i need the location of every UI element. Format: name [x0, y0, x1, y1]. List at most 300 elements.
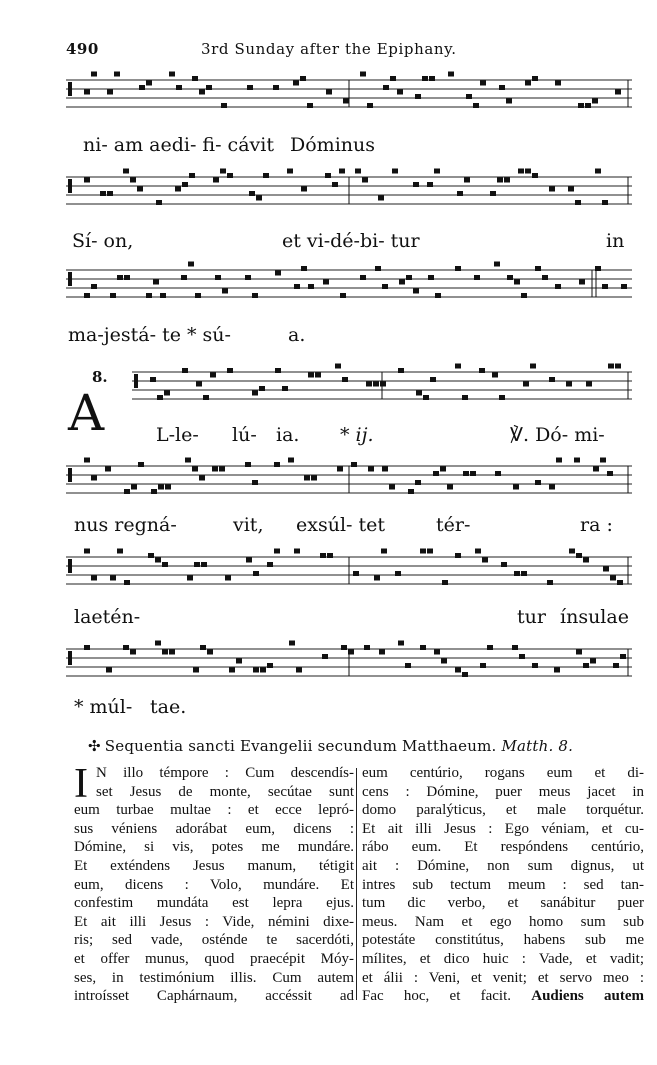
- neume: [288, 458, 294, 463]
- gospel-reference: Matth. 8.: [501, 737, 574, 755]
- neume: [390, 76, 396, 81]
- neume: [252, 391, 258, 396]
- neume: [194, 562, 200, 567]
- text-line: mílites, et dico huic : Vade, et vadit;: [362, 950, 644, 967]
- neume: [441, 659, 447, 664]
- neume: [532, 76, 538, 81]
- neume: [554, 668, 560, 673]
- neume: [603, 567, 609, 572]
- neume: [506, 99, 512, 104]
- neume: [169, 72, 175, 77]
- neume: [148, 553, 154, 558]
- text-column-left: [74, 761, 354, 1006]
- neume: [252, 480, 258, 485]
- neume: [245, 275, 251, 280]
- neume: [405, 663, 411, 668]
- neume: [373, 382, 379, 387]
- neume: [480, 663, 486, 668]
- neume: [608, 364, 614, 369]
- lyric-syllable: ínsulae: [560, 606, 629, 628]
- neume: [415, 94, 421, 99]
- neume: [236, 659, 242, 664]
- neume: [532, 173, 538, 178]
- neume: [146, 81, 152, 86]
- neume: [455, 553, 461, 558]
- neume: [420, 645, 426, 650]
- lyric-syllable: [340, 424, 374, 446]
- neume: [427, 549, 433, 554]
- neume: [156, 200, 162, 205]
- neume: [525, 81, 531, 86]
- neume: [340, 293, 346, 298]
- neume: [323, 280, 329, 285]
- text-line: et offer munus, quod praecépit Móy-: [74, 950, 354, 967]
- neume: [304, 476, 310, 481]
- chant-staff-6: [66, 545, 632, 605]
- chant-staff-1: [66, 68, 632, 128]
- neume: [169, 650, 175, 655]
- page-title: 3rd Sunday after the Epiphany.: [201, 40, 457, 58]
- neume: [256, 196, 262, 201]
- neume: [160, 293, 166, 298]
- neume: [457, 191, 463, 196]
- lyric-syllable: exsúl- tet: [296, 514, 385, 536]
- text-line: confestim mundáta est lepra ejus.: [74, 895, 354, 912]
- lyric-syllable: nus regná-: [74, 514, 177, 536]
- neume: [592, 99, 598, 104]
- neume: [327, 553, 333, 558]
- neume: [433, 471, 439, 476]
- neume: [607, 471, 613, 476]
- neume: [525, 169, 531, 174]
- neume: [343, 99, 349, 104]
- neume: [326, 90, 332, 95]
- lyric-repeat: * ij.: [340, 424, 374, 446]
- clef-mark: [68, 179, 72, 193]
- neume: [222, 289, 228, 294]
- neume: [430, 377, 436, 382]
- clef-mark: [68, 559, 72, 573]
- lyric-syllable: * múl-: [74, 696, 133, 718]
- neume: [397, 90, 403, 95]
- neume: [579, 280, 585, 285]
- neume: [157, 395, 163, 400]
- neume: [490, 191, 496, 196]
- neume: [227, 368, 233, 373]
- cross-icon: ✣: [88, 737, 101, 755]
- neume: [383, 85, 389, 90]
- neume: [263, 173, 269, 178]
- neume: [341, 645, 347, 650]
- neume: [455, 668, 461, 673]
- neume: [229, 668, 235, 673]
- neume: [315, 373, 321, 378]
- text-bold: Audiens autem: [531, 988, 644, 1005]
- neume: [535, 480, 541, 485]
- neume: [499, 395, 505, 400]
- text-line: cens : Dómine, puer meus jacet in: [362, 783, 644, 800]
- neume: [300, 76, 306, 81]
- text-line: Et ait illi Jesus : Vide, némini dixe-: [74, 913, 354, 930]
- neume: [84, 178, 90, 183]
- neume: [165, 485, 171, 490]
- neume: [378, 196, 384, 201]
- neume: [487, 645, 493, 650]
- text-plain: Fac hoc, et facit.: [362, 988, 511, 1005]
- neume: [137, 187, 143, 192]
- neume: [613, 663, 619, 668]
- neume: [578, 103, 584, 108]
- neume: [311, 476, 317, 481]
- lyric-syllable: tur: [517, 606, 546, 628]
- neume: [342, 377, 348, 382]
- neume: [176, 85, 182, 90]
- neume: [448, 72, 454, 77]
- neume: [479, 368, 485, 373]
- neume: [413, 289, 419, 294]
- page-number: 490: [66, 40, 99, 58]
- text-line: domo paralýticus, et male torquétur.: [362, 802, 644, 819]
- chant-staff-4: [132, 360, 632, 420]
- neume: [575, 200, 581, 205]
- neume: [84, 549, 90, 554]
- text-line: Dómine, si vis, potes me mundáre.: [74, 839, 354, 856]
- neume: [555, 284, 561, 289]
- staff-svg: [66, 68, 632, 128]
- neume: [585, 103, 591, 108]
- neume: [422, 76, 428, 81]
- text-line: Et ait illi Jesus : Ego véniam, et cu-: [362, 820, 644, 837]
- text-column-right: [362, 764, 644, 1006]
- neume: [427, 182, 433, 187]
- page-header: [66, 40, 646, 62]
- neume: [434, 650, 440, 655]
- neume: [199, 90, 205, 95]
- neume: [155, 558, 161, 563]
- neume: [301, 266, 307, 271]
- neume: [189, 173, 195, 178]
- alleluia-initial: A: [68, 384, 105, 442]
- neume: [192, 467, 198, 472]
- text-line: meus. Nam et ego homo sum sub: [362, 913, 644, 930]
- neume: [466, 94, 472, 99]
- neume: [521, 571, 527, 576]
- lyric-syllable: et vi-dé-bi- tur: [282, 230, 420, 252]
- neume: [413, 182, 419, 187]
- neume: [447, 485, 453, 490]
- neume: [420, 549, 426, 554]
- neume: [282, 386, 288, 391]
- lyric-syllable: vit,: [233, 514, 264, 536]
- lyric-syllable: ni- am aedi- fi- cávit: [83, 134, 274, 156]
- neume: [84, 645, 90, 650]
- neume: [91, 476, 97, 481]
- neume: [576, 553, 582, 558]
- neume: [195, 293, 201, 298]
- neume: [219, 467, 225, 472]
- neume: [574, 458, 580, 463]
- neume: [542, 275, 548, 280]
- text-line: ait : Dómine, non sum dignus, ut: [362, 857, 644, 874]
- neume: [124, 489, 130, 494]
- neume: [462, 395, 468, 400]
- neume: [442, 580, 448, 585]
- clef-mark: [68, 82, 72, 96]
- neume: [514, 571, 520, 576]
- neume: [193, 668, 199, 673]
- neume: [105, 467, 111, 472]
- neume: [482, 558, 488, 563]
- neume: [593, 467, 599, 472]
- neume: [196, 382, 202, 387]
- lyric-syllable: lú-: [232, 424, 257, 446]
- neume: [549, 485, 555, 490]
- neume: [583, 663, 589, 668]
- neume: [110, 576, 116, 581]
- clef-mark: [134, 374, 138, 388]
- neume: [532, 663, 538, 668]
- neume: [464, 178, 470, 183]
- neume: [360, 72, 366, 77]
- neume: [287, 169, 293, 174]
- gospel-heading: [88, 737, 573, 755]
- lyric-syllable: ia.: [276, 424, 300, 446]
- neume: [220, 169, 226, 174]
- neume: [513, 485, 519, 490]
- neume: [259, 386, 265, 391]
- neume: [362, 178, 368, 183]
- neume: [568, 187, 574, 192]
- neume: [423, 395, 429, 400]
- neume: [296, 668, 302, 673]
- neume: [615, 90, 621, 95]
- gospel-heading-text: Sequentia sancti Evangelii secundum Matthaeum.: [104, 737, 497, 755]
- neume: [308, 373, 314, 378]
- drop-cap: I: [74, 761, 88, 807]
- neume: [138, 462, 144, 467]
- neume: [530, 364, 536, 369]
- neume: [117, 275, 123, 280]
- neume: [507, 275, 513, 280]
- neume: [124, 275, 130, 280]
- neume: [368, 467, 374, 472]
- neume: [337, 467, 343, 472]
- neume: [320, 553, 326, 558]
- neume: [462, 672, 468, 677]
- neume: [249, 191, 255, 196]
- neume: [602, 284, 608, 289]
- neume: [367, 103, 373, 108]
- neume: [514, 280, 520, 285]
- neume: [267, 562, 273, 567]
- text-line: set Jesus de monte, secútae sunt: [96, 783, 354, 800]
- neume: [139, 85, 145, 90]
- neume: [382, 467, 388, 472]
- neume: [289, 641, 295, 646]
- neume: [294, 549, 300, 554]
- neume: [399, 280, 405, 285]
- neume: [602, 200, 608, 205]
- neume: [294, 284, 300, 289]
- neume: [549, 187, 555, 192]
- chant-staff-5: [66, 454, 632, 514]
- neume: [293, 81, 299, 86]
- neume: [495, 471, 501, 476]
- neume: [406, 275, 412, 280]
- lyric-syllable: a.: [288, 324, 306, 346]
- neume: [107, 90, 113, 95]
- neume: [199, 476, 205, 481]
- lyric-syllable: laetén-: [74, 606, 141, 628]
- neume: [110, 293, 116, 298]
- text-line: N illo témpore : Cum descendís-: [96, 765, 354, 781]
- lyric-syllable: Sí- on,: [72, 230, 134, 252]
- neume: [131, 485, 137, 490]
- neume: [523, 382, 529, 387]
- neume: [590, 659, 596, 664]
- text-line: eum, dicens : Volo, mundáre. Et: [74, 876, 354, 893]
- neume: [212, 467, 218, 472]
- neume: [621, 284, 627, 289]
- lyric-syllable: Dóminus: [290, 134, 375, 156]
- neume: [146, 293, 152, 298]
- text-line-last: [362, 987, 644, 1006]
- neume: [84, 458, 90, 463]
- neume: [521, 293, 527, 298]
- neume: [392, 169, 398, 174]
- neume: [379, 650, 385, 655]
- neume: [246, 558, 252, 563]
- neume: [185, 458, 191, 463]
- neume: [162, 650, 168, 655]
- neume: [355, 169, 361, 174]
- neume: [518, 169, 524, 174]
- neume: [247, 85, 253, 90]
- neume: [335, 364, 341, 369]
- neume: [440, 467, 446, 472]
- neume: [301, 187, 307, 192]
- neume: [566, 382, 572, 387]
- neume: [84, 293, 90, 298]
- neume: [188, 262, 194, 267]
- neume: [492, 373, 498, 378]
- neume: [428, 275, 434, 280]
- neume: [203, 395, 209, 400]
- column-divider: [356, 768, 357, 1000]
- neume: [206, 85, 212, 90]
- neume: [213, 178, 219, 183]
- neume: [600, 458, 606, 463]
- neume: [155, 641, 161, 646]
- neume: [201, 562, 207, 567]
- neume: [162, 562, 168, 567]
- neume: [380, 382, 386, 387]
- neume: [435, 293, 441, 298]
- neume: [455, 266, 461, 271]
- neume: [583, 558, 589, 563]
- neume: [253, 571, 259, 576]
- neume: [130, 650, 136, 655]
- neume: [91, 284, 97, 289]
- lyric-syllable: in: [606, 230, 625, 252]
- neume: [215, 275, 221, 280]
- neume: [181, 275, 187, 280]
- neume: [374, 576, 380, 581]
- neume: [360, 275, 366, 280]
- text-line: ses, in testimónium illis. Cum autem: [74, 969, 354, 986]
- neume: [182, 182, 188, 187]
- neume: [504, 178, 510, 183]
- text-line: introísset Caphárnaum, accéssit ad: [74, 988, 354, 1005]
- neume: [499, 85, 505, 90]
- neume: [366, 382, 372, 387]
- neume: [535, 266, 541, 271]
- neume: [364, 645, 370, 650]
- neume: [395, 571, 401, 576]
- lyric-syllable: ra :: [580, 514, 613, 536]
- neume: [100, 191, 106, 196]
- neume: [275, 368, 281, 373]
- neume: [434, 169, 440, 174]
- neume: [158, 485, 164, 490]
- neume: [322, 654, 328, 659]
- neume: [164, 391, 170, 396]
- neume: [381, 549, 387, 554]
- lyric-syllable: ℣. Dó- mi-: [510, 424, 605, 446]
- neume: [274, 462, 280, 467]
- neume: [253, 668, 259, 673]
- neume: [547, 580, 553, 585]
- neume: [274, 549, 280, 554]
- neume: [124, 580, 130, 585]
- text-line: ris; sed vade, osténde te sacerdóti,: [74, 932, 354, 949]
- neume: [175, 187, 181, 192]
- neume: [123, 645, 129, 650]
- neume: [117, 549, 123, 554]
- neume: [107, 191, 113, 196]
- neume: [353, 571, 359, 576]
- neume: [494, 262, 500, 267]
- neume: [130, 178, 136, 183]
- clef-mark: [68, 272, 72, 286]
- neume: [210, 373, 216, 378]
- neume: [389, 485, 395, 490]
- neume: [556, 458, 562, 463]
- neume: [463, 471, 469, 476]
- chant-staff-7: [66, 637, 632, 697]
- neume: [84, 90, 90, 95]
- neume: [225, 576, 231, 581]
- neume: [519, 654, 525, 659]
- neume: [429, 76, 435, 81]
- neume: [586, 382, 592, 387]
- neume: [339, 169, 345, 174]
- neume: [549, 377, 555, 382]
- neume: [415, 480, 421, 485]
- neume: [398, 641, 404, 646]
- neume: [192, 76, 198, 81]
- neume: [245, 462, 251, 467]
- neume: [182, 368, 188, 373]
- neume: [227, 173, 233, 178]
- chant-staff-2: [66, 165, 632, 225]
- neume: [114, 72, 120, 77]
- neume: [207, 650, 213, 655]
- neume: [106, 668, 112, 673]
- neume: [351, 462, 357, 467]
- neume: [325, 173, 331, 178]
- text-line: rábo eum. Et respóndens centúrio,: [362, 839, 644, 856]
